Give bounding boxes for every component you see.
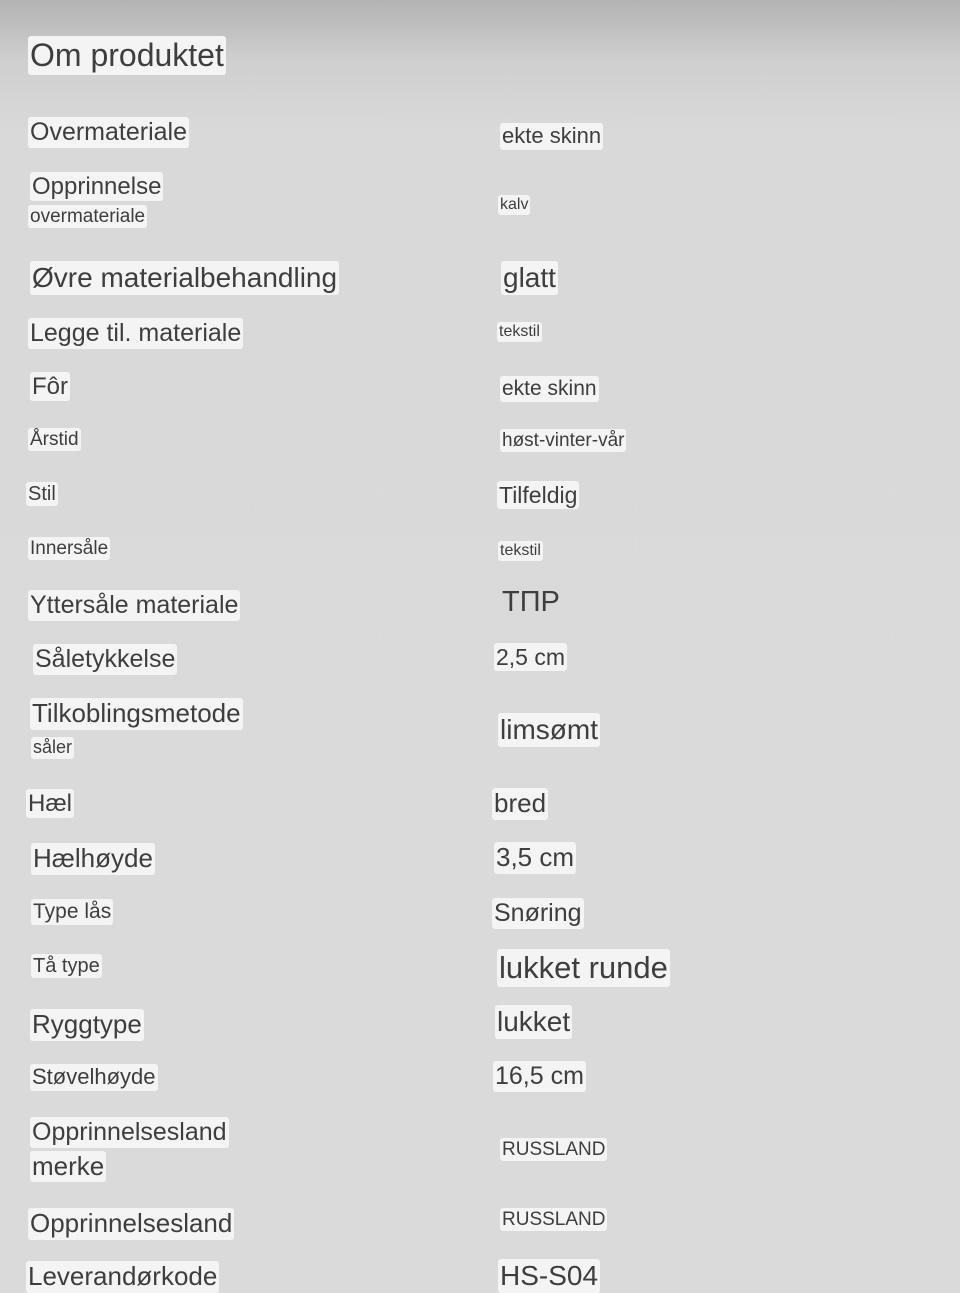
spec-label: Ryggtype bbox=[32, 1009, 142, 1039]
spec-value: ekte skinn bbox=[502, 377, 597, 400]
spec-value: RUSSLAND bbox=[502, 1209, 606, 1230]
page-title: Om produktet bbox=[28, 36, 226, 75]
spec-label: Opprinnelsesland bbox=[30, 1208, 233, 1238]
spec-value: glatt bbox=[501, 261, 558, 295]
spec-value: ТПР bbox=[502, 586, 560, 618]
spec-label: Opprinnelsesland bbox=[32, 1118, 227, 1146]
spec-value: Tilfeldig bbox=[499, 482, 578, 508]
spec-label: Opprinnelse bbox=[32, 173, 162, 200]
spec-label-group bbox=[28, 172, 163, 228]
spec-label: Årstid bbox=[30, 429, 79, 450]
spec-label: Fôr bbox=[32, 373, 68, 400]
spec-value: tekstil bbox=[500, 542, 541, 559]
spec-label: Yttersåle materiale bbox=[30, 591, 239, 619]
spec-label: Støvelhøyde bbox=[32, 1064, 156, 1089]
spec-label: Tilkoblingsmetode bbox=[32, 698, 241, 728]
spec-label-sub: merke bbox=[32, 1150, 105, 1181]
spec-label: Hælhøyde bbox=[33, 843, 153, 873]
spec-value: limsømt bbox=[498, 713, 600, 747]
spec-label-sub: overmateriale bbox=[30, 206, 146, 228]
spec-label: Type lås bbox=[33, 900, 112, 923]
spec-label: Hæl bbox=[28, 790, 73, 817]
spec-value: 16,5 cm bbox=[495, 1062, 584, 1090]
spec-label: Såletykkelse bbox=[35, 645, 176, 673]
spec-value: RUSSLAND bbox=[502, 1139, 606, 1160]
spec-value: Snøring bbox=[494, 899, 582, 927]
spec-label-group bbox=[30, 698, 243, 759]
spec-value: lukket bbox=[495, 1005, 572, 1039]
spec-label: Innersåle bbox=[30, 538, 109, 559]
spec-value: bred bbox=[494, 788, 547, 818]
spec-label: Legge til. materiale bbox=[30, 319, 242, 347]
spec-label: Øvre materialbehandling bbox=[30, 261, 339, 295]
spec-value: 3,5 cm bbox=[496, 842, 575, 872]
spec-value: tekstil bbox=[499, 323, 540, 340]
spec-label: Overmateriale bbox=[30, 118, 187, 146]
spec-value: 2,5 cm bbox=[496, 644, 566, 670]
spec-value: HS-S04 bbox=[498, 1259, 600, 1293]
spec-value: ekte skinn bbox=[502, 123, 602, 148]
spec-label: Leverandørkode bbox=[28, 1261, 218, 1291]
spec-label: Tå type bbox=[33, 955, 100, 977]
spec-value: lukket runde bbox=[499, 950, 668, 985]
spec-label-sub: såler bbox=[33, 736, 73, 757]
spec-label: Stil bbox=[28, 483, 56, 505]
spec-value: høst-vinter-vår bbox=[502, 430, 625, 451]
spec-label-group bbox=[30, 1117, 229, 1182]
spec-value: kalv bbox=[500, 196, 529, 213]
